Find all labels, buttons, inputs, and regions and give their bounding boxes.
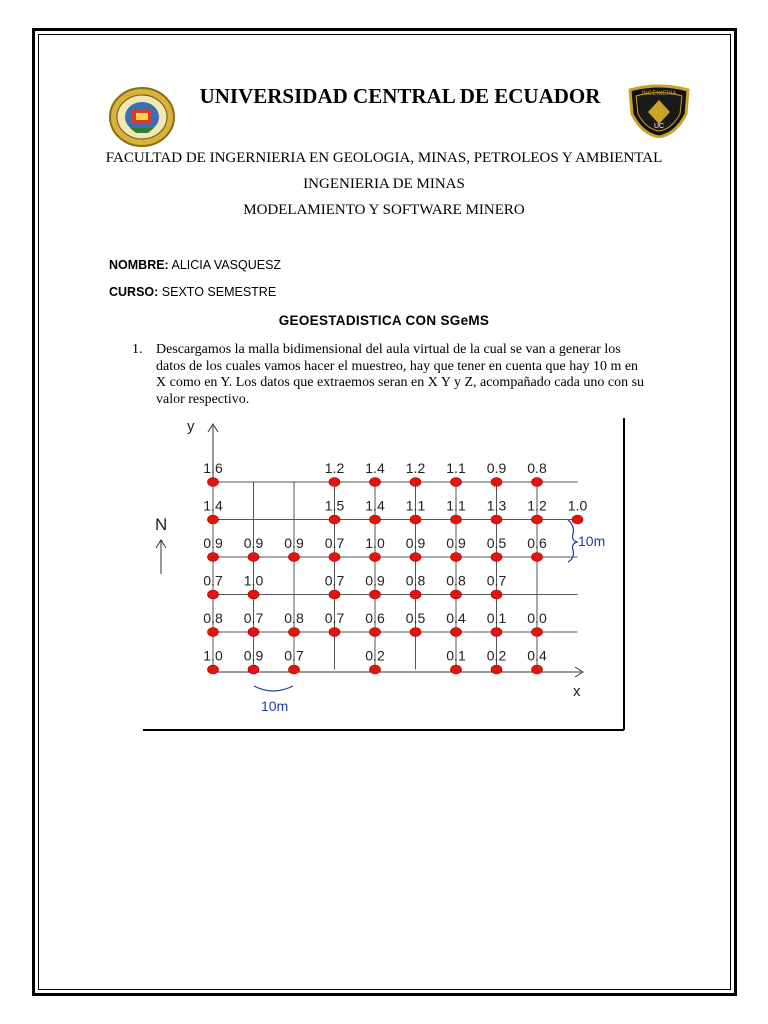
item-line: Descargamos la malla bidimensional del aula virtual de la cual se van a generar los xyxy=(156,342,621,357)
sample-value-label: 1.2 xyxy=(324,460,345,476)
sample-point xyxy=(532,628,543,637)
sample-point xyxy=(451,515,462,524)
course-label: CURSO: xyxy=(109,285,159,299)
sample-value-label: 0.8 xyxy=(405,572,426,589)
sample-point xyxy=(491,478,502,487)
course-value: SEXTO SEMESTRE xyxy=(161,285,277,299)
sample-value-label: 0.5 xyxy=(405,610,426,626)
sample-point xyxy=(451,590,462,599)
sample-point xyxy=(451,478,462,487)
sample-point xyxy=(451,628,462,637)
sample-point xyxy=(329,478,340,487)
sample-value-label: 0.2 xyxy=(486,647,507,664)
sample-point xyxy=(572,515,583,524)
sample-point xyxy=(329,515,340,524)
sample-point xyxy=(491,590,502,599)
sample-value-label: 1.6 xyxy=(203,460,223,476)
spacing-label-bottom: 10m xyxy=(261,698,289,714)
sample-value-label: 1.0 xyxy=(365,535,385,551)
shield-top-text: INGENIERIA xyxy=(641,91,677,97)
sample-point xyxy=(491,665,502,674)
sample-value-label: 0.0 xyxy=(527,610,547,626)
sample-point xyxy=(208,553,219,562)
student-name xyxy=(109,258,281,272)
sample-value-label: 0.9 xyxy=(446,535,466,551)
sample-value-label: 0.7 xyxy=(324,572,345,589)
y-axis-label: y xyxy=(187,418,195,435)
sample-point xyxy=(370,515,381,524)
name-value: ALICIA VASQUESZ xyxy=(171,258,282,272)
sample-point xyxy=(410,515,421,524)
sample-point xyxy=(410,478,421,487)
career-line: INGENIERIA DE MINAS xyxy=(303,176,465,192)
sample-value-label: 1.0 xyxy=(203,647,223,664)
sample-value-label: 0.1 xyxy=(486,610,507,626)
sample-value-label: 1.2 xyxy=(405,460,426,476)
sample-point xyxy=(532,478,543,487)
item-line: valor respectivo. xyxy=(156,391,250,407)
item-line: datos de los cuales vamos hacer el muestreo, hay que tener en cuenta que hay 10 m en xyxy=(156,358,639,374)
sample-value-label: 0.5 xyxy=(486,535,507,551)
sample-point xyxy=(370,590,381,599)
sample-point xyxy=(491,628,502,637)
sample-point xyxy=(289,553,300,562)
sample-value-label: 1.5 xyxy=(324,497,345,514)
sample-point xyxy=(410,628,421,637)
sample-value-label: 0.9 xyxy=(243,535,264,551)
sample-value-label: 0.9 xyxy=(203,535,223,551)
sample-value-label: 0.1 xyxy=(446,647,466,664)
sample-value-label: 1.3 xyxy=(486,497,507,514)
sample-value-label: 0.8 xyxy=(203,610,223,626)
university-seal-icon xyxy=(108,86,176,148)
sample-value-label: 0.6 xyxy=(527,535,547,551)
sample-point xyxy=(208,590,219,599)
sample-value-label: 0.7 xyxy=(324,535,345,551)
sample-value-label: 0.7 xyxy=(203,572,223,589)
north-label: N xyxy=(155,515,168,534)
sample-point xyxy=(208,628,219,637)
sample-value-label: 0.7 xyxy=(324,610,345,626)
sample-point xyxy=(532,515,543,524)
sample-value-label: 0.9 xyxy=(284,535,304,551)
student-course xyxy=(109,285,276,299)
sample-point xyxy=(491,515,502,524)
sample-point xyxy=(248,590,259,599)
sample-value-label: 0.2 xyxy=(365,647,385,664)
sample-value-label: 0.9 xyxy=(365,572,385,589)
sample-value-label: 0.4 xyxy=(446,610,466,626)
x-axis-label: x xyxy=(573,683,581,700)
sample-value-label: 1.4 xyxy=(365,497,385,514)
sample-value-label: 0.8 xyxy=(284,610,304,626)
sample-value-label: 1.1 xyxy=(446,497,466,514)
shield-bottom-text: UC xyxy=(653,123,665,130)
sample-value-label: 0.4 xyxy=(527,647,547,664)
sample-point xyxy=(370,665,381,674)
subject-line: MODELAMIENTO Y SOFTWARE MINERO xyxy=(243,202,525,218)
university-title: UNIVERSIDAD CENTRAL DE ECUADOR xyxy=(199,84,601,108)
sample-value-label: 1.0 xyxy=(567,497,588,514)
sample-point xyxy=(208,478,219,487)
item-line: X como en Y. Los datos que extraemos seran en X Y y Z, acompañado cada uno con su xyxy=(156,375,645,390)
sample-point xyxy=(289,665,300,674)
sample-point xyxy=(248,628,259,637)
sample-value-label: 1.4 xyxy=(365,460,385,476)
sampling-grid-figure xyxy=(143,416,627,732)
sample-value-label: 0.9 xyxy=(243,647,264,664)
sample-point xyxy=(451,553,462,562)
item-number: 1. xyxy=(132,342,143,357)
sample-point xyxy=(370,478,381,487)
sample-point xyxy=(208,515,219,524)
section-title: GEOESTADISTICA CON SGeMS xyxy=(278,313,490,328)
sample-value-label: 1.2 xyxy=(527,497,547,514)
sample-value-label: 0.9 xyxy=(405,535,426,551)
sample-point xyxy=(329,553,340,562)
sample-point xyxy=(329,628,340,637)
sample-value-label: 1.4 xyxy=(203,497,223,514)
sample-value-label: 0.6 xyxy=(365,610,385,626)
sample-value-label: 0.8 xyxy=(446,572,466,589)
item-text xyxy=(156,342,654,408)
sample-value-label: 1.0 xyxy=(243,572,264,589)
sample-point xyxy=(451,665,462,674)
sample-point xyxy=(208,665,219,674)
sample-point xyxy=(289,628,300,637)
sample-value-label: 0.8 xyxy=(527,460,547,476)
sample-value-label: 0.7 xyxy=(284,647,304,664)
sample-point xyxy=(532,665,543,674)
sample-point xyxy=(532,553,543,562)
sample-value-label: 0.9 xyxy=(486,460,507,476)
sample-point xyxy=(370,553,381,562)
sample-point xyxy=(410,590,421,599)
sample-value-label: 0.7 xyxy=(243,610,264,626)
sample-value-label: 0.7 xyxy=(486,572,507,589)
sample-point xyxy=(410,553,421,562)
sample-point xyxy=(329,590,340,599)
sample-point xyxy=(491,553,502,562)
sample-point xyxy=(370,628,381,637)
sample-point xyxy=(248,553,259,562)
name-label: NOMBRE: xyxy=(109,258,169,272)
engineering-shield-icon xyxy=(626,84,692,138)
faculty-line: FACULTAD DE INGERNIERIA EN GEOLOGIA, MINAS, PETROLEOS Y AMBIENTAL xyxy=(105,150,663,166)
sample-value-label: 1.1 xyxy=(405,497,426,514)
spacing-label-right: 10m xyxy=(578,533,606,549)
sample-value-label: 1.1 xyxy=(446,460,466,476)
sample-point xyxy=(248,665,259,674)
